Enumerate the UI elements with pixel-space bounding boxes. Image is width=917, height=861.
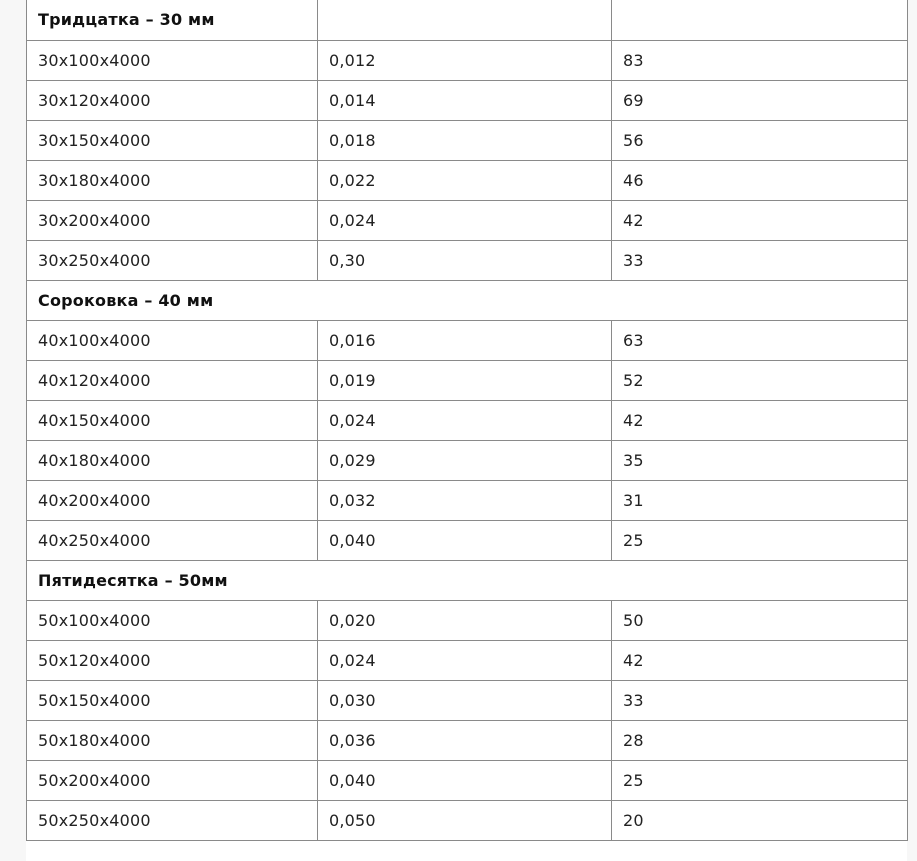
table-row: [27, 520, 908, 560]
count-cell: 25: [612, 520, 908, 560]
table-row: [27, 120, 908, 160]
count-cell: 35: [612, 440, 908, 480]
table-row: [27, 400, 908, 440]
table-row: [27, 680, 908, 720]
table-row: [27, 480, 908, 520]
table-row: [27, 360, 908, 400]
volume-cell: 0,022: [318, 160, 612, 200]
count-cell: 63: [612, 320, 908, 360]
volume-cell: 0,030: [318, 680, 612, 720]
count-cell: 52: [612, 360, 908, 400]
volume-cell: 0,018: [318, 120, 612, 160]
size-cell: 40x120x4000: [27, 360, 318, 400]
volume-cell: 0,032: [318, 480, 612, 520]
lumber-table: [26, 0, 908, 841]
table-row: [27, 640, 908, 680]
volume-cell: 0,019: [318, 360, 612, 400]
volume-cell: 0,024: [318, 200, 612, 240]
count-cell: 28: [612, 720, 908, 760]
count-cell: 42: [612, 200, 908, 240]
count-cell: 31: [612, 480, 908, 520]
count-cell: 20: [612, 800, 908, 840]
volume-cell: 0,040: [318, 520, 612, 560]
volume-cell: 0,024: [318, 640, 612, 680]
count-cell: 33: [612, 680, 908, 720]
section-header-row: [27, 560, 908, 600]
size-cell: 40x200x4000: [27, 480, 318, 520]
volume-cell: 0,029: [318, 440, 612, 480]
size-cell: 40x250x4000: [27, 520, 318, 560]
table-row: [27, 800, 908, 840]
table-row: [27, 40, 908, 80]
size-cell: 50x100x4000: [27, 600, 318, 640]
size-cell: 30x120x4000: [27, 80, 318, 120]
count-cell: 46: [612, 160, 908, 200]
size-cell: 30x250x4000: [27, 240, 318, 280]
size-cell: 40x150x4000: [27, 400, 318, 440]
volume-cell: 0,016: [318, 320, 612, 360]
size-cell: 30x200x4000: [27, 200, 318, 240]
section-header-empty-cell: [318, 0, 612, 40]
table-row: [27, 600, 908, 640]
table-row: [27, 240, 908, 280]
count-cell: 83: [612, 40, 908, 80]
table-row: [27, 80, 908, 120]
size-cell: 50x150x4000: [27, 680, 318, 720]
table-row: [27, 440, 908, 480]
count-cell: 56: [612, 120, 908, 160]
count-cell: 69: [612, 80, 908, 120]
size-cell: 50x200x4000: [27, 760, 318, 800]
volume-cell: 0,040: [318, 760, 612, 800]
section-header-row: [27, 280, 908, 320]
left-margin: [0, 0, 26, 861]
section-header-row: [27, 0, 908, 40]
size-cell: 30x180x4000: [27, 160, 318, 200]
section-title: Тридцатка – 30 мм: [27, 0, 318, 40]
count-cell: 42: [612, 400, 908, 440]
table-row: [27, 320, 908, 360]
volume-cell: 0,30: [318, 240, 612, 280]
count-cell: 25: [612, 760, 908, 800]
count-cell: 33: [612, 240, 908, 280]
table-row: [27, 720, 908, 760]
volume-cell: 0,050: [318, 800, 612, 840]
table-row: [27, 760, 908, 800]
size-cell: 40x180x4000: [27, 440, 318, 480]
count-cell: 42: [612, 640, 908, 680]
volume-cell: 0,036: [318, 720, 612, 760]
section-title: Сороковка – 40 мм: [27, 280, 908, 320]
table-row: [27, 200, 908, 240]
size-cell: 30x150x4000: [27, 120, 318, 160]
size-cell: 30x100x4000: [27, 40, 318, 80]
volume-cell: 0,012: [318, 40, 612, 80]
table-row: [27, 160, 908, 200]
section-title: Пятидесятка – 50мм: [27, 560, 908, 600]
section-header-empty-cell: [612, 0, 908, 40]
volume-cell: 0,014: [318, 80, 612, 120]
lumber-table-body: [27, 0, 908, 840]
size-cell: 50x180x4000: [27, 720, 318, 760]
volume-cell: 0,024: [318, 400, 612, 440]
volume-cell: 0,020: [318, 600, 612, 640]
size-cell: 50x250x4000: [27, 800, 318, 840]
count-cell: 50: [612, 600, 908, 640]
size-cell: 50x120x4000: [27, 640, 318, 680]
size-cell: 40x100x4000: [27, 320, 318, 360]
right-margin: [907, 0, 917, 861]
